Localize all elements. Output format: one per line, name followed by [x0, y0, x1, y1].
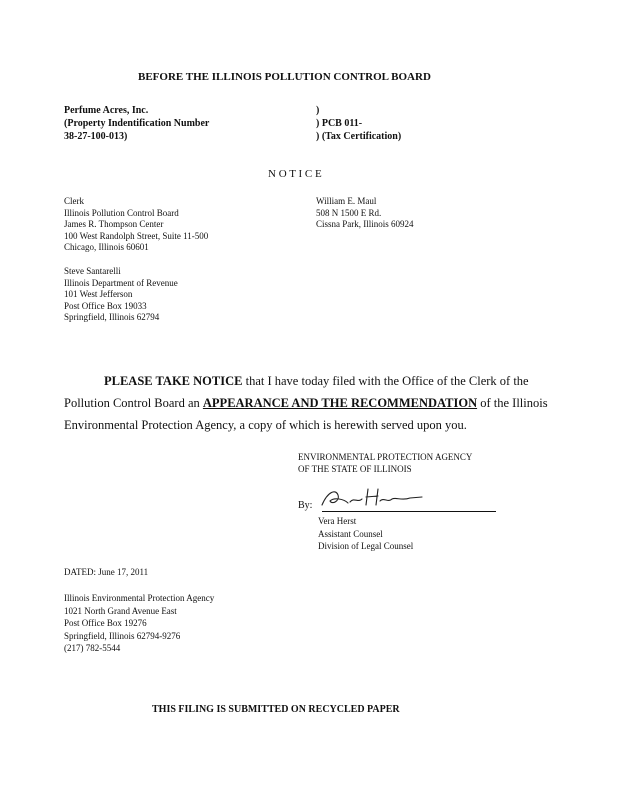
- notice-body-line-3: Environmental Protection Agency, a copy of which is herewith served upon you.: [64, 418, 467, 432]
- address-clerk: [64, 196, 208, 254]
- address-santarelli: [64, 266, 178, 324]
- notice-body-line-2: [64, 396, 548, 411]
- agency-block: [298, 452, 472, 475]
- agency-address-line: 1021 North Grand Avenue East: [64, 605, 177, 616]
- address-line: Cissna Park, Illinois 60924: [316, 219, 414, 229]
- recycled-paper-footer: THIS FILING IS SUBMITTED ON RECYCLED PAPER: [152, 704, 400, 715]
- address-maul: [316, 196, 414, 231]
- address-line: James R. Thompson Center: [64, 219, 164, 229]
- signature-by-label: By:: [298, 500, 313, 511]
- caption-line: 38-27-100-013): [64, 131, 128, 142]
- caption-line: Perfume Acres, Inc.: [64, 105, 149, 116]
- notice-lead: PLEASE TAKE NOTICE: [104, 374, 243, 388]
- agency-address-line: Illinois Environmental Protection Agency: [64, 593, 215, 603]
- notice-text: Pollution Control Board an: [64, 396, 203, 410]
- caption-line: ) (Tax Certification): [316, 131, 402, 142]
- signature-line: [322, 511, 496, 512]
- agency-line: ENVIRONMENTAL PROTECTION AGENCY: [298, 452, 473, 462]
- address-line: Illinois Department of Revenue: [64, 277, 178, 288]
- notice-text: that I have today filed with the Office of the Clerk of the: [242, 374, 529, 388]
- address-line: 508 N 1500 E Rd.: [316, 207, 382, 218]
- address-line: Clerk: [64, 196, 84, 206]
- agency-line: OF THE STATE OF ILLINOIS: [298, 463, 412, 474]
- address-line: Post Office Box 19033: [64, 300, 147, 311]
- caption-line: (Property Indentification Number: [64, 118, 210, 129]
- document-heading: BEFORE THE ILLINOIS POLLUTION CONTROL BOARD: [138, 71, 431, 83]
- date-line: DATED: June 17, 2011: [64, 567, 149, 577]
- address-line: Steve Santarelli: [64, 266, 121, 276]
- case-caption-right: [316, 104, 401, 143]
- agency-address: [64, 592, 214, 655]
- agency-address-line: Post Office Box 19276: [64, 618, 147, 628]
- handwritten-signature: [318, 485, 428, 511]
- signatory-division: Division of Legal Counsel: [318, 541, 414, 551]
- address-line: 101 West Jefferson: [64, 289, 133, 299]
- notice-title: N O T I C E: [268, 168, 322, 180]
- case-caption-left: [64, 104, 209, 143]
- notice-text: of the Illinois: [477, 396, 548, 410]
- signatory-title: Assistant Counsel: [318, 528, 383, 539]
- agency-address-line: (217) 782-5544: [64, 643, 121, 653]
- address-line: Illinois Pollution Control Board: [64, 207, 179, 218]
- notice-body-line-1: [104, 374, 529, 389]
- address-line: William E. Maul: [316, 196, 377, 206]
- address-line: 100 West Randolph Street, Suite 11-500: [64, 230, 209, 241]
- agency-address-line: Springfield, Illinois 62794-9276: [64, 630, 181, 641]
- address-line: Springfield, Illinois 62794: [64, 312, 160, 322]
- caption-line: ): [316, 105, 320, 116]
- signatory-block: [318, 515, 413, 553]
- caption-line: ) PCB 011-: [316, 118, 363, 129]
- signatory-name: Vera Herst: [318, 516, 357, 526]
- address-line: Chicago, Illinois 60601: [64, 242, 149, 252]
- filing-title: APPEARANCE AND THE RECOMMENDATION: [202, 396, 478, 410]
